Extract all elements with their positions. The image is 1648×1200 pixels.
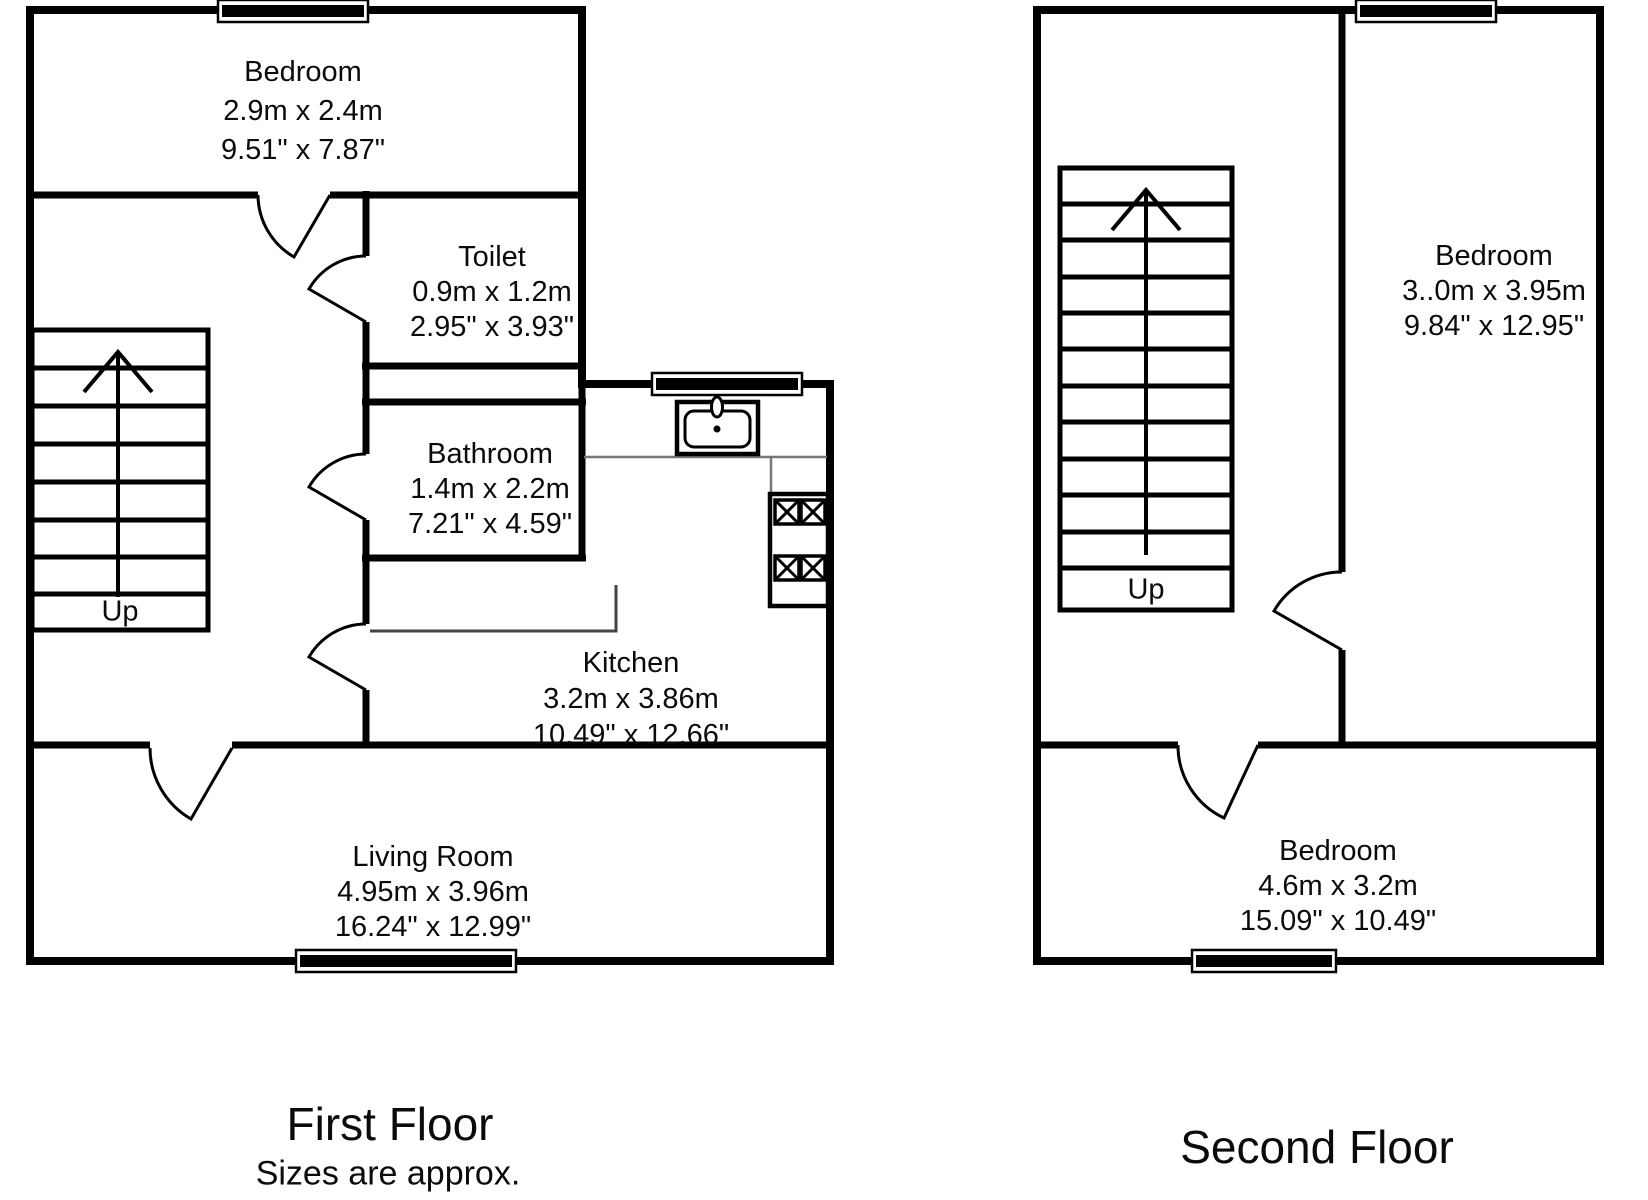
door-arc-bedroom bbox=[258, 195, 330, 257]
room-size-imperial: 2.95" x 3.93" bbox=[409, 311, 575, 343]
room-size-imperial: 15.09" x 10.49" bbox=[1239, 905, 1437, 937]
second-floor-interior-walls bbox=[1033, 10, 1600, 748]
stairs-up-label-second-floor: Up bbox=[1127, 573, 1165, 606]
sizes-approx-note: Sizes are approx. bbox=[255, 1154, 521, 1193]
staircase-icon bbox=[32, 330, 208, 630]
room-size-metric: 0.9m x 1.2m bbox=[412, 276, 572, 308]
door-arc-bedroom-rear bbox=[1178, 745, 1258, 818]
first-floor-title: First Floor bbox=[286, 1098, 494, 1150]
window-bedroom-rear bbox=[1192, 950, 1336, 972]
door-arc-bathroom bbox=[309, 454, 366, 520]
room-name: Bedroom bbox=[1435, 240, 1553, 272]
door-arc-toilet bbox=[309, 256, 366, 322]
second-floor-outer-walls bbox=[1037, 10, 1600, 961]
room-name: Kitchen bbox=[582, 647, 680, 679]
window-living-room bbox=[296, 950, 516, 972]
stairs-up-arrow-icon bbox=[84, 352, 152, 597]
door-arc-living-room bbox=[150, 748, 232, 819]
room-size-metric: 4.6m x 3.2m bbox=[1258, 870, 1418, 902]
room-size-imperial: 9.84" x 12.95" bbox=[1403, 310, 1585, 342]
room-name: Bedroom bbox=[1279, 835, 1397, 867]
stairs-up-label-first-floor: Up bbox=[101, 595, 139, 628]
room-name: Bathroom bbox=[427, 438, 553, 470]
door-arc-kitchen bbox=[309, 624, 366, 690]
room-label-bedroom-first-floor bbox=[221, 53, 385, 170]
sink-icon bbox=[677, 397, 758, 454]
room-label-bedroom-large bbox=[1402, 239, 1586, 344]
room-size-metric: 3.2m x 3.86m bbox=[543, 683, 719, 715]
window-kitchen bbox=[652, 373, 802, 395]
room-name: Bedroom bbox=[244, 56, 362, 88]
second-floor-title: Second Floor bbox=[1180, 1121, 1454, 1173]
room-size-metric: 3..0m x 3.95m bbox=[1402, 275, 1586, 307]
room-label-bathroom bbox=[408, 437, 572, 542]
kitchen-counter-line bbox=[584, 457, 827, 492]
room-size-metric: 2.9m x 2.4m bbox=[223, 95, 383, 127]
stove-icon bbox=[770, 494, 828, 606]
room-label-kitchen bbox=[533, 645, 729, 753]
room-label-toilet bbox=[410, 240, 574, 345]
room-name: Living Room bbox=[352, 841, 514, 873]
room-size-imperial: 10.49" x 12.66" bbox=[532, 719, 730, 751]
room-label-bedroom-rear bbox=[1240, 834, 1436, 939]
room-size-metric: 1.4m x 2.2m bbox=[410, 473, 570, 505]
room-size-imperial: 7.21" x 4.59" bbox=[407, 508, 573, 540]
door-arc-bedroom-large bbox=[1274, 572, 1342, 650]
staircase-icon bbox=[1060, 168, 1232, 610]
window-bedroom-top bbox=[218, 0, 368, 22]
room-size-metric: 4.95m x 3.96m bbox=[337, 876, 529, 908]
kitchen-counter-edge bbox=[370, 585, 616, 631]
room-label-living-room bbox=[335, 840, 531, 945]
room-size-imperial: 16.24" x 12.99" bbox=[334, 911, 532, 943]
second-floor-plan bbox=[1033, 0, 1600, 972]
window-bedroom-large bbox=[1356, 0, 1496, 22]
room-size-imperial: 9.51" x 7.87" bbox=[220, 134, 386, 166]
room-name: Toilet bbox=[458, 241, 526, 273]
stairs-up-arrow-icon bbox=[1112, 190, 1180, 555]
